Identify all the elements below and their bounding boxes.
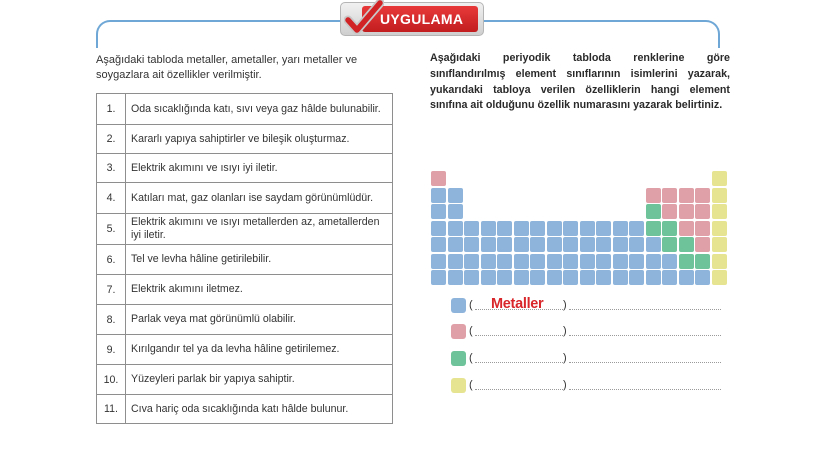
property-text: Katıları mat, gaz olanları ise saydam görünümlüdür. xyxy=(126,183,393,214)
element-cell xyxy=(580,270,595,285)
property-number: 5. xyxy=(97,214,126,245)
element-cell xyxy=(712,188,727,203)
properties-table xyxy=(96,93,393,424)
close-paren: ) xyxy=(563,325,567,337)
element-cell xyxy=(679,221,694,236)
legend-row xyxy=(451,324,731,340)
element-cell xyxy=(629,237,644,252)
close-paren: ) xyxy=(563,379,567,391)
element-cell xyxy=(497,254,512,269)
property-text: Yüzeyleri parlak bir yapıya sahiptir. xyxy=(126,365,393,395)
legend-row xyxy=(451,351,731,367)
property-number: 8. xyxy=(97,305,126,335)
element-cell xyxy=(448,221,463,236)
element-cell xyxy=(613,270,628,285)
property-text: Elektrik akımını ve ısıyı iyi iletir. xyxy=(126,154,393,183)
element-cell xyxy=(712,254,727,269)
property-text: Tel ve levha hâline getirilebilir. xyxy=(126,245,393,275)
property-number: 9. xyxy=(97,335,126,365)
element-cell xyxy=(497,237,512,252)
checkmark-icon xyxy=(344,0,384,38)
element-cell xyxy=(431,188,446,203)
table-row xyxy=(97,183,393,214)
element-cell xyxy=(679,270,694,285)
answer-blank[interactable] xyxy=(475,389,563,390)
table-row xyxy=(97,335,393,365)
element-cell xyxy=(431,237,446,252)
property-number: 1. xyxy=(97,94,126,125)
answer-blank[interactable] xyxy=(475,335,563,336)
property-number: 6. xyxy=(97,245,126,275)
element-cell xyxy=(662,204,677,219)
element-cell xyxy=(431,204,446,219)
element-cell xyxy=(563,270,578,285)
element-cell xyxy=(514,254,529,269)
element-cell xyxy=(464,254,479,269)
element-cell xyxy=(662,188,677,203)
element-cell xyxy=(514,237,529,252)
element-cell xyxy=(679,254,694,269)
property-text: Oda sıcaklığında katı, sıvı veya gaz hâlde bulunabilir. xyxy=(126,94,393,125)
element-cell xyxy=(662,237,677,252)
open-paren: ( xyxy=(469,299,473,311)
color-swatch xyxy=(451,324,466,339)
open-paren: ( xyxy=(469,325,473,337)
element-cell xyxy=(596,237,611,252)
element-cell xyxy=(662,221,677,236)
property-text: Kırılgandır tel ya da levha hâline getirilemez. xyxy=(126,335,393,365)
element-cell xyxy=(448,204,463,219)
element-cell xyxy=(662,254,677,269)
property-text: Kararlı yapıya sahiptirler ve bileşik oluşturmaz. xyxy=(126,125,393,154)
element-cell xyxy=(514,221,529,236)
element-cell xyxy=(514,270,529,285)
element-cell xyxy=(497,221,512,236)
color-swatch xyxy=(451,351,466,366)
table-row xyxy=(97,214,393,245)
element-cell xyxy=(646,237,661,252)
badge-label: UYGULAMA xyxy=(380,11,464,27)
table-row xyxy=(97,125,393,154)
element-cell xyxy=(646,188,661,203)
element-cell xyxy=(530,270,545,285)
element-cell xyxy=(448,188,463,203)
element-cell xyxy=(646,270,661,285)
element-cell xyxy=(712,221,727,236)
intro-text: Aşağıdaki tabloda metaller, ametaller, yarı metaller ve soygazlara ait özellikler verilmiştir. xyxy=(96,54,358,81)
property-text: Cıva hariç oda sıcaklığında katı hâlde bulunur. xyxy=(126,395,393,424)
property-number: 10. xyxy=(97,365,126,395)
element-cell xyxy=(563,221,578,236)
color-swatch xyxy=(451,378,466,393)
element-cell xyxy=(596,254,611,269)
element-cell xyxy=(547,270,562,285)
element-cell xyxy=(464,270,479,285)
question-text: Aşağıdaki periyodik tabloda renklerine göre sınıflandırılmış element sınıflarının isimlerini yazarak, yukarıdaki tabloya verilen özelliklerin hangi element sınıfına ait olduğunu özellik numarasını yazarak belirtiniz. xyxy=(430,52,730,112)
element-cell xyxy=(629,254,644,269)
element-cell xyxy=(662,270,677,285)
property-numbers-blank[interactable] xyxy=(569,389,721,390)
answer-text: Metaller xyxy=(491,296,544,312)
element-cell xyxy=(497,270,512,285)
answer-blank[interactable] xyxy=(475,362,563,363)
element-cell xyxy=(481,221,496,236)
close-paren: ) xyxy=(563,352,567,364)
property-numbers-blank[interactable] xyxy=(569,309,721,310)
element-cell xyxy=(431,270,446,285)
element-cell xyxy=(580,221,595,236)
element-cell xyxy=(547,237,562,252)
table-row xyxy=(97,305,393,335)
uygulama-badge xyxy=(340,2,484,36)
element-cell xyxy=(695,221,710,236)
element-cell xyxy=(613,237,628,252)
table-row xyxy=(97,94,393,125)
element-cell xyxy=(448,237,463,252)
legend-row xyxy=(451,298,731,314)
element-cell xyxy=(448,270,463,285)
element-cell xyxy=(431,171,446,186)
element-cell xyxy=(679,188,694,203)
element-cell xyxy=(464,237,479,252)
table-row xyxy=(97,395,393,424)
element-cell xyxy=(613,221,628,236)
element-cell xyxy=(448,254,463,269)
element-cell xyxy=(712,237,727,252)
element-cell xyxy=(629,221,644,236)
element-cell xyxy=(563,254,578,269)
element-cell xyxy=(613,254,628,269)
element-cell xyxy=(646,204,661,219)
element-cell xyxy=(580,254,595,269)
element-cell xyxy=(695,254,710,269)
property-text: Elektrik akımını iletmez. xyxy=(126,275,393,305)
element-cell xyxy=(530,254,545,269)
element-cell xyxy=(679,237,694,252)
element-cell xyxy=(431,254,446,269)
element-cell xyxy=(695,237,710,252)
table-row xyxy=(97,365,393,395)
table-row xyxy=(97,154,393,183)
element-cell xyxy=(481,237,496,252)
property-number: 7. xyxy=(97,275,126,305)
element-cell xyxy=(695,270,710,285)
legend-row xyxy=(451,378,731,394)
element-cell xyxy=(563,237,578,252)
color-swatch xyxy=(451,298,466,313)
property-numbers-blank[interactable] xyxy=(569,335,721,336)
property-number: 3. xyxy=(97,154,126,183)
element-cell xyxy=(646,254,661,269)
property-number: 11. xyxy=(97,395,126,424)
element-cell xyxy=(695,188,710,203)
table-row xyxy=(97,275,393,305)
property-text: Parlak veya mat görünümlü olabilir. xyxy=(126,305,393,335)
element-cell xyxy=(530,237,545,252)
element-cell xyxy=(580,237,595,252)
property-text: Elektrik akımını ve ısıyı metallerden az, ametallerden iyi iletir. xyxy=(126,214,393,245)
element-cell xyxy=(679,204,694,219)
close-paren: ) xyxy=(563,299,567,311)
element-cell xyxy=(712,270,727,285)
open-paren: ( xyxy=(469,352,473,364)
element-cell xyxy=(481,254,496,269)
periodic-table xyxy=(431,171,731,291)
element-cell xyxy=(464,221,479,236)
element-cell xyxy=(596,221,611,236)
element-cell xyxy=(481,270,496,285)
table-row xyxy=(97,245,393,275)
property-number: 2. xyxy=(97,125,126,154)
element-cell xyxy=(712,171,727,186)
element-cell xyxy=(695,204,710,219)
element-cell xyxy=(530,221,545,236)
element-cell xyxy=(646,221,661,236)
property-number: 4. xyxy=(97,183,126,214)
element-cell xyxy=(547,221,562,236)
element-cell xyxy=(596,270,611,285)
open-paren: ( xyxy=(469,379,473,391)
element-cell xyxy=(547,254,562,269)
element-cell xyxy=(712,204,727,219)
element-cell xyxy=(629,270,644,285)
element-cell xyxy=(431,221,446,236)
property-numbers-blank[interactable] xyxy=(569,362,721,363)
